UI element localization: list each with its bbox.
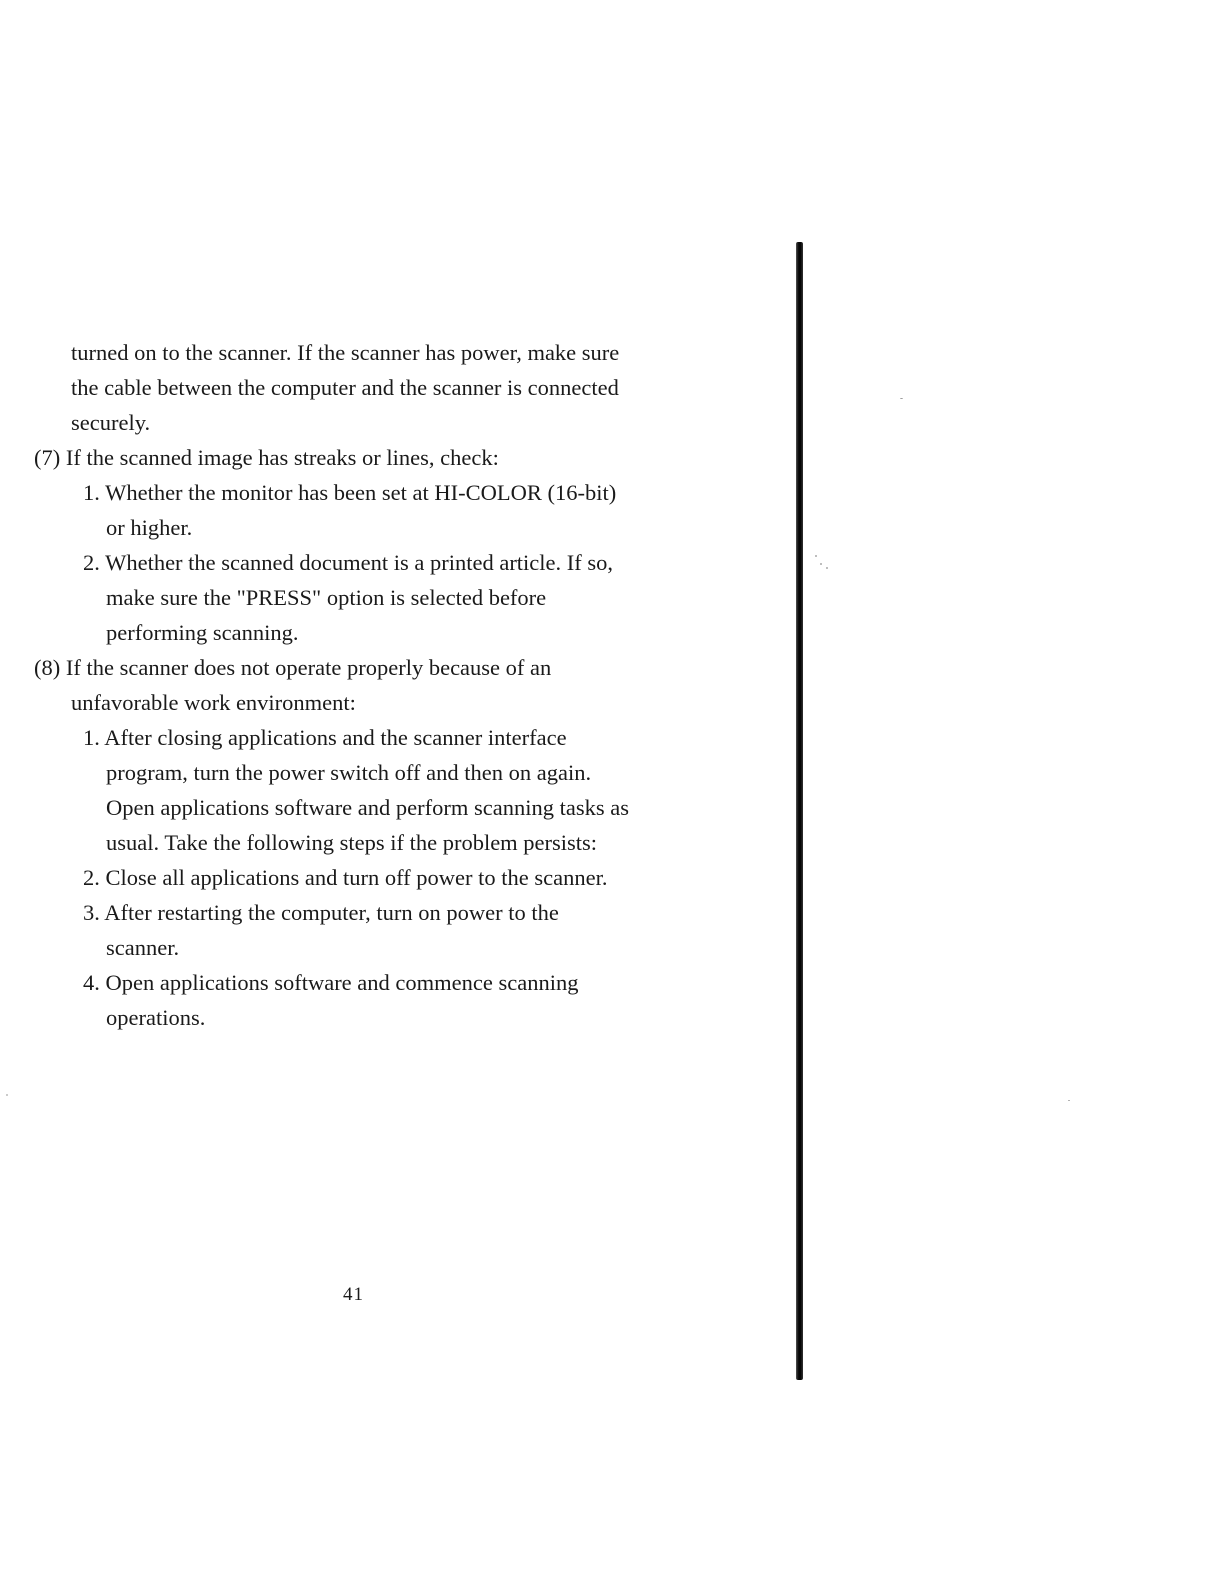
item-8	[34, 650, 694, 1035]
item-7-step-1	[34, 475, 694, 545]
step-line: 1. After closing applications and the scanner interface	[83, 725, 567, 750]
step-line: program, turn the power switch off and then on again.	[106, 760, 592, 785]
step-line: 2. Whether the scanned document is a printed article. If so,	[83, 550, 614, 575]
item-8-step-3	[34, 895, 694, 965]
text-line: turned on to the scanner. If the scanner has power, make sure	[71, 340, 620, 365]
scan-speck	[1068, 1100, 1070, 1101]
step-line: make sure the "PRESS" option is selected before	[106, 585, 547, 610]
step-line: 1. Whether the monitor has been set at HI-COLOR (16-bit)	[83, 480, 617, 505]
step-line: Open applications software and perform scanning tasks as	[106, 795, 629, 820]
item-7-heading: (7) If the scanned image has streaks or lines, check:	[34, 445, 499, 470]
scan-speck	[6, 1094, 8, 1096]
scan-speck	[900, 398, 903, 399]
step-line: performing scanning.	[106, 620, 299, 645]
step-line: 2. Close all applications and turn off power to the scanner.	[83, 865, 608, 890]
intro-paragraph	[34, 335, 694, 440]
binding-edge-line	[796, 242, 803, 1380]
scan-speck	[820, 563, 822, 565]
item-8-step-1	[34, 720, 694, 860]
scan-speck	[826, 567, 828, 569]
scan-speck	[815, 555, 817, 557]
page-number: 41	[343, 1284, 364, 1305]
step-line: 3. After restarting the computer, turn on power to the	[83, 900, 559, 925]
item-8-step-4	[34, 965, 694, 1035]
step-line: 4. Open applications software and commence scanning	[83, 970, 579, 995]
item-8-step-2	[34, 860, 694, 895]
item-7-step-2	[34, 545, 694, 650]
text-line: the cable between the computer and the scanner is connected	[71, 375, 619, 400]
item-8-heading: (8) If the scanner does not operate properly because of an	[34, 655, 552, 680]
item-8-heading-cont: unfavorable work environment:	[71, 690, 356, 715]
item-7	[34, 440, 694, 650]
step-line: scanner.	[106, 935, 180, 960]
troubleshooting-text	[34, 335, 694, 1035]
step-line: usual. Take the following steps if the problem persists:	[106, 830, 598, 855]
step-line: operations.	[106, 1005, 206, 1030]
text-line: securely.	[71, 410, 151, 435]
step-line: or higher.	[106, 515, 193, 540]
